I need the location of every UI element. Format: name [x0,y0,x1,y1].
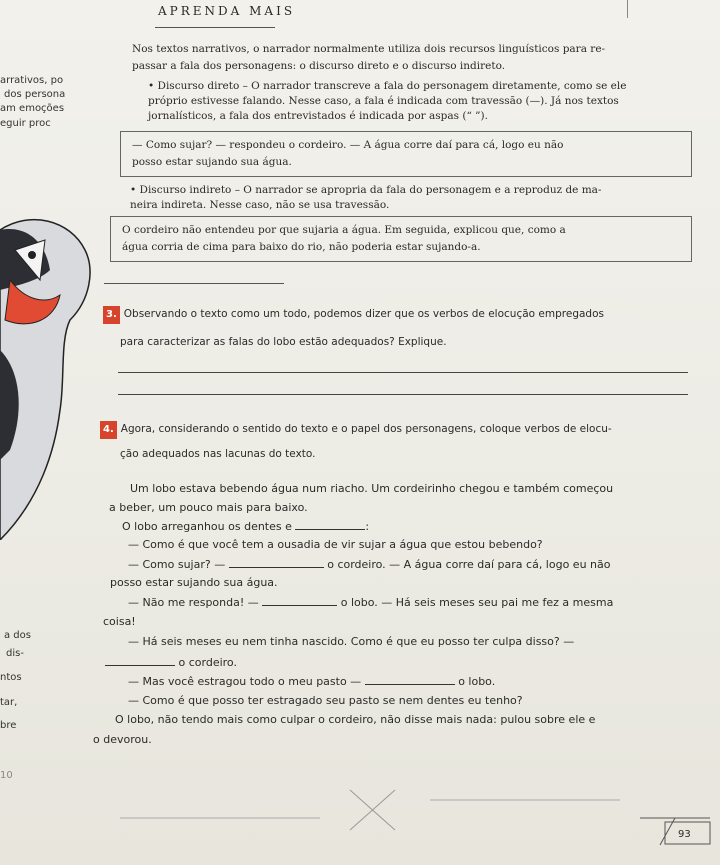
fill-blank[interactable] [229,555,324,568]
section-divider [104,283,284,284]
story-text: — Como sujar? — [128,558,226,571]
fill-blank[interactable] [262,593,337,606]
answer-line[interactable] [118,394,688,395]
fill-blank[interactable] [105,653,175,666]
story-line: — Como é que posso ter estragado seu pasto se nem dentes eu tenho? [128,694,523,707]
side-fragment: 10 [0,770,13,781]
fill-blank[interactable] [365,672,455,685]
side-fragment: dos persona [4,89,66,100]
fill-blank[interactable] [295,517,365,530]
margin-divider [627,0,628,18]
title-underline [155,27,275,28]
side-fragment: a dos [4,630,31,641]
story-line [128,555,611,574]
direct-definition: • Discurso direto – O narrador transcreve a fala do personagem diretamente, como se ele [148,80,627,92]
story-text: o lobo. [458,675,496,688]
side-fragment: dis- [6,648,24,659]
story-line: coisa! [103,615,136,628]
question-text: Observando o texto como um todo, podemos dizer que os verbos de elocução empregados [123,308,604,320]
question-3 [103,305,604,324]
story-text: o cordeiro. [178,656,237,669]
direct-definition: jornalísticos, a fala dos entrevistados é indicada por aspas (“ ”). [148,110,488,122]
question-number: 3. [103,306,120,324]
section-title: APRENDA MAIS [158,4,296,18]
story-text: : [365,520,370,533]
question-text: ção adequados nas lacunas do texto. [120,448,316,460]
side-fragment: tar, [0,697,18,708]
intro-line: passar a fala dos personagens: o discurso direto e o discurso indireto. [132,60,506,72]
question-text: Agora, considerando o sentido do texto e o papel dos personagens, coloque verbos de elocu- [120,423,612,435]
story-line: a beber, um pouco mais para baixo. [109,501,308,514]
side-fragment: arrativos, po [0,75,64,86]
wolf-illustration [0,210,95,540]
story-text: — Não me responda! — [128,596,259,609]
question-text: para caracterizar as falas do lobo estão adequados? Explique. [120,336,447,348]
side-fragment: bre [0,720,17,731]
indirect-example: O cordeiro não entendeu por que sujaria a água. Em seguida, explicou que, como a [122,224,566,236]
story-text: — Mas você estragou todo o meu pasto — [128,675,362,688]
direct-example: — Como sujar? — respondeu o cordeiro. — A água corre daí para cá, logo eu não [132,139,564,151]
story-line: O lobo, não tendo mais como culpar o cordeiro, não disse mais nada: pulou sobre ele e [115,713,596,726]
story-line [105,653,237,672]
story-text: o lobo. — Há seis meses seu pai me fez a mesma [340,596,614,609]
indirect-example: água corria de cima para baixo do rio, não poderia estar sujando-a. [122,241,481,253]
story-line: posso estar sujando sua água. [110,576,278,589]
story-text: o cordeiro. — A água corre daí para cá, logo eu não [327,558,611,571]
side-fragment: am emoções [0,103,65,114]
side-fragment: ntos [0,672,22,683]
side-fragment: eguir proc [0,118,51,129]
story-line [128,672,495,691]
answer-line[interactable] [118,372,688,373]
footer-decoration [100,770,720,865]
story-line: — Como é que você tem a ousadia de vir sujar a água que estou bebendo? [128,538,543,551]
direct-example: posso estar sujando sua água. [132,156,292,168]
question-number: 4. [100,421,117,439]
story-line [128,593,613,612]
story-text: O lobo arreganhou os dentes e [122,520,292,533]
direct-definition: próprio estivesse falando. Nesse caso, a fala é indicada com travessão (—). Já nos textos [148,95,619,107]
question-4 [100,420,612,439]
story-line: — Há seis meses eu nem tinha nascido. Como é que eu posso ter culpa disso? — [128,635,575,648]
story-line: Um lobo estava bebendo água num riacho. Um cordeirinho chegou e também começou [130,482,614,495]
indirect-definition: • Discurso indireto – O narrador se apropria da fala do personagem e a reproduz de ma- [130,184,602,196]
indirect-definition: neira indireta. Nesse caso, não se usa travessão. [130,199,390,211]
page-number: 93 [678,829,691,840]
story-line: o devorou. [93,733,152,746]
intro-line: Nos textos narrativos, o narrador normalmente utiliza dois recursos linguísticos para re- [132,43,606,55]
story-line [122,517,369,536]
